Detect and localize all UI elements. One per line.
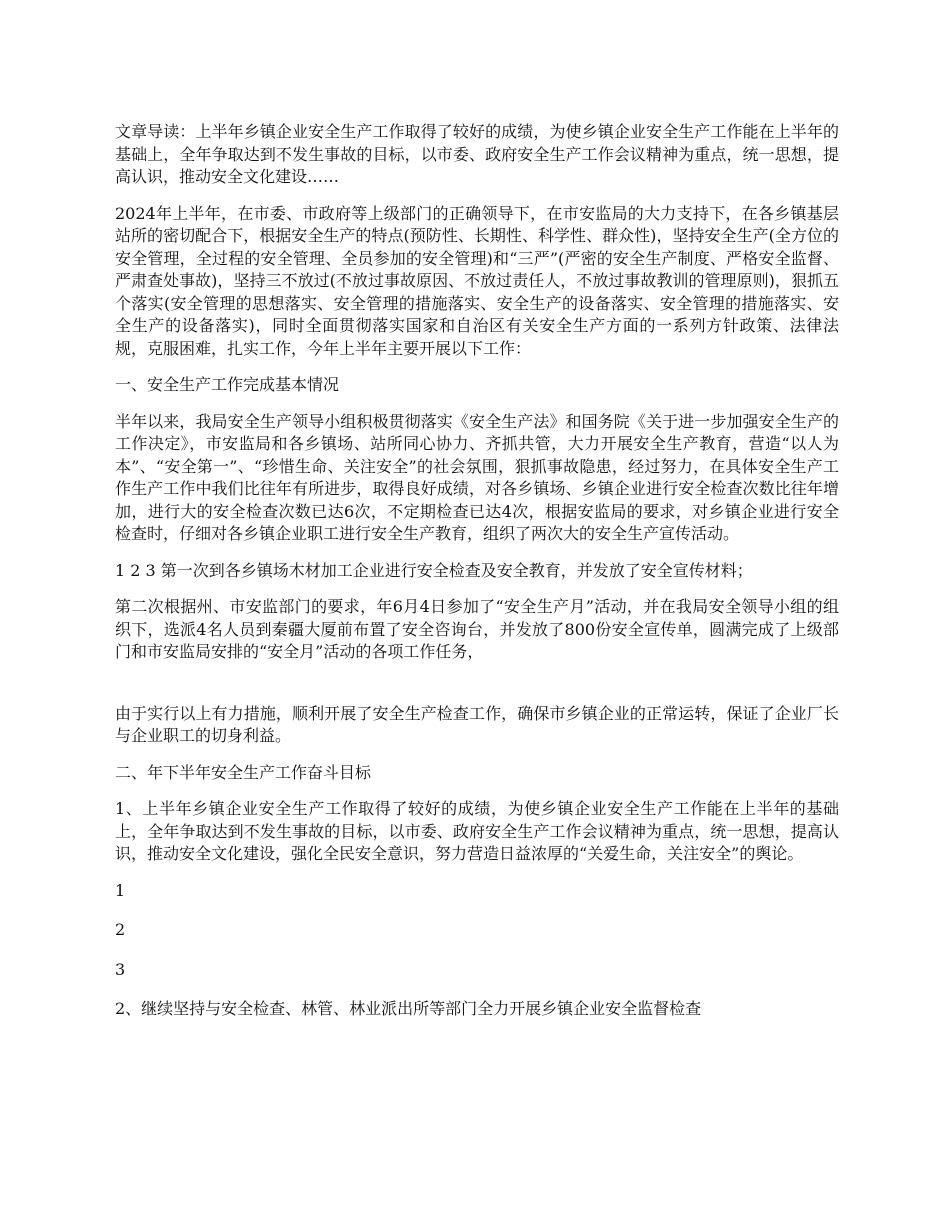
blank-space	[115, 678, 839, 703]
list-number: 1	[115, 880, 126, 900]
section-heading-1: 一、安全生产工作完成基本情况	[115, 375, 340, 394]
section-heading-2: 二、年下半年安全生产工作奋斗目标	[115, 762, 372, 782]
body-paragraph: 1 2 3 第一次到各乡镇场木材加工企业进行安全检查及安全教育，并发放了安全宣传材料；	[115, 560, 753, 580]
summary-paragraph: 2024年上半年，在市委、市政府等上级部门的正确领导下，在市安监局的大力支持下，在各乡镇基层站所的密切配合下，根据安全生产的特点(预防性、长期性、科学性、群众性)，坚持安全生产(全方位的安全管理，全过程的安全管理、全员参加的安全管理)和“三严”(严密的安全生产制度、严格安全监督、严肃查处事故)，坚持三不放过(不放过事故原因、不放过责任人，不放过事故教训的管理原则)，狠抓五个落实(安全管理的思想落实、安全管理的措施落实、安全生产的设备落实、安全管理的措施落实、安全生产的设备落实)，同时全面贯彻落实国家和自治区有关安全生产方面的一系列方针政策、法律法规，克服困难，扎实工作，今年上半年主要开展以下工作：	[115, 203, 839, 358]
body-paragraph: 第二次根据州、市安监部门的要求，年6月4日参加了“安全生产月”活动，并在我局安全领导小组的组织下，选派4名人员到秦疆大厦前布置了安全咨询台，并发放了800份安全宣传单，圆满完成了上级部门和市安监局安排的“安全月”活动的各项工作任务，	[115, 597, 839, 661]
intro-paragraph: 文章导读：上半年乡镇企业安全生产工作取得了较好的成绩，为使乡镇企业安全生产工作能在上半年的基础上，全年争取达到不发生事故的目标，以市委、政府安全生产工作会议精神为重点，统一思想，提高认识，推动安全文化建设……	[115, 122, 839, 186]
list-number: 2	[115, 920, 126, 939]
list-number: 3	[115, 959, 126, 979]
body-paragraph: 由于实行以上有力措施，顺利开展了安全生产检查工作，确保市乡镇企业的正常运转，保证了企业厂长与企业职工的切身利益。	[115, 703, 839, 745]
document-page	[115, 121, 839, 1035]
body-paragraph: 1、上半年乡镇企业安全生产工作取得了较好的成绩，为使乡镇企业安全生产工作能在上半年的基础上，全年争取达到不发生事故的目标，以市委、政府安全生产工作会议精神为重点，统一思想，提高认识，推动安全文化建设，强化全民安全意识，努力营造日益浓厚的“关爱生命，关注安全”的舆论。	[115, 799, 839, 863]
body-paragraph: 半年以来，我局安全生产领导小组积极贯彻落实《安全生产法》和国务院《关于进一步加强安全生产的工作决定》，市安监局和各乡镇场、站所同心协力、齐抓共管，大力开展安全生产教育，营造“以人为本”、“安全第一”、“珍惜生命、关注安全”的社会氛围，狠抓事故隐患，经过努力，在具体安全生产工作生产工作中我们比往年有所进步，取得良好成绩，对各乡镇场、乡镇企业进行安全检查次数比往年增加，进行大的安全检查次数已达6次，不定期检查已达4次，根据安监局的要求，对乡镇企业进行安全检查时，仔细对各乡镇企业职工进行安全生产教育，组织了两次大的安全生产宣传活动。	[115, 411, 839, 543]
body-paragraph: 2、继续坚持与安全检查、林管、林业派出所等部门全力开展乡镇企业安全监督检查	[115, 999, 702, 1018]
